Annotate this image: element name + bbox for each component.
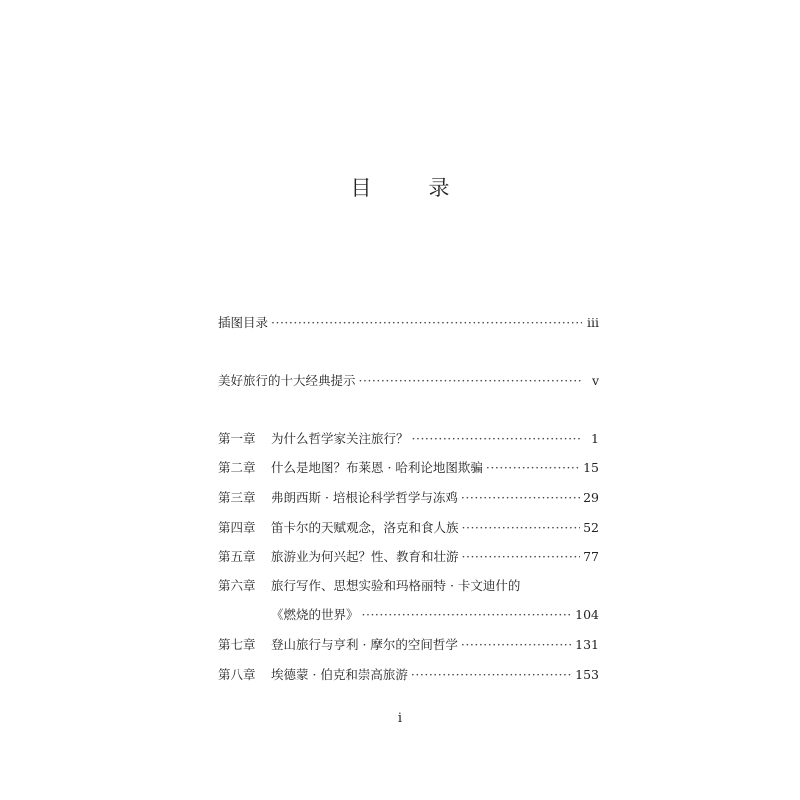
toc-entry-continued[interactable] <box>218 604 599 624</box>
entry-page: iii <box>587 314 599 330</box>
entry-page: 1 <box>591 430 599 446</box>
dot-leader <box>362 607 573 622</box>
dot-leader <box>411 667 572 682</box>
entry-label: 埃德蒙 · 伯克和崇高旅游 <box>271 667 408 682</box>
toc-entry[interactable] <box>218 546 599 566</box>
entry-label: 旅行写作、思想实验和玛格丽特 · 卡文迪什的 <box>271 578 521 593</box>
dot-leader <box>486 460 580 475</box>
entry-page: 104 <box>575 606 599 622</box>
dot-leader <box>462 520 581 535</box>
dot-leader <box>271 315 582 330</box>
chapter-number: 第三章 <box>218 490 256 505</box>
dot-leader <box>412 431 582 446</box>
entry-page: v <box>591 372 599 388</box>
chapter-number: 第二章 <box>218 460 256 475</box>
entry-page: 77 <box>583 548 599 564</box>
dot-leader <box>462 549 581 564</box>
chapter-number: 第七章 <box>218 637 256 652</box>
toc-entry[interactable] <box>218 312 599 332</box>
page-number: i <box>397 711 403 726</box>
entry-label: 美好旅行的十大经典提示 <box>218 373 356 388</box>
chapter-number: 第六章 <box>218 578 256 593</box>
entry-page: 153 <box>575 666 599 682</box>
entry-label: 《燃烧的世界》 <box>271 607 359 622</box>
entry-page: 29 <box>583 489 599 505</box>
entry-page: 52 <box>583 519 599 535</box>
toc-entry[interactable] <box>218 370 599 390</box>
toc-entry[interactable] <box>218 664 599 684</box>
entry-label: 登山旅行与亨利 · 摩尔的空间哲学 <box>271 637 458 652</box>
entry-label: 插图目录 <box>218 315 269 330</box>
chapter-number: 第一章 <box>218 431 256 446</box>
toc-entry[interactable] <box>218 634 599 654</box>
entry-label: 笛卡尔的天赋观念，洛克和食人族 <box>271 520 459 535</box>
chapter-number: 第四章 <box>218 520 256 535</box>
chapter-number: 第八章 <box>218 667 256 682</box>
dot-leader <box>461 637 572 652</box>
entry-label: 什么是地图？布莱恩 · 哈利论地图欺骗 <box>271 460 483 475</box>
entry-label: 为什么哲学家关注旅行？ <box>271 431 409 446</box>
page-title: 目 录 <box>350 176 468 200</box>
dot-leader <box>461 490 580 505</box>
toc-entry[interactable] <box>218 428 599 448</box>
entry-page: 15 <box>583 459 599 475</box>
entry-label: 弗朗西斯 · 培根论科学哲学与冻鸡 <box>271 490 458 505</box>
toc-entry[interactable] <box>218 457 599 477</box>
entry-label: 旅游业为何兴起？性、教育和壮游 <box>271 549 459 564</box>
dot-leader <box>359 373 582 388</box>
chapter-number: 第五章 <box>218 549 256 564</box>
toc-entry[interactable] <box>218 575 599 595</box>
toc-entry[interactable] <box>218 517 599 537</box>
entry-page: 131 <box>575 636 599 652</box>
toc-entry[interactable] <box>218 487 599 507</box>
